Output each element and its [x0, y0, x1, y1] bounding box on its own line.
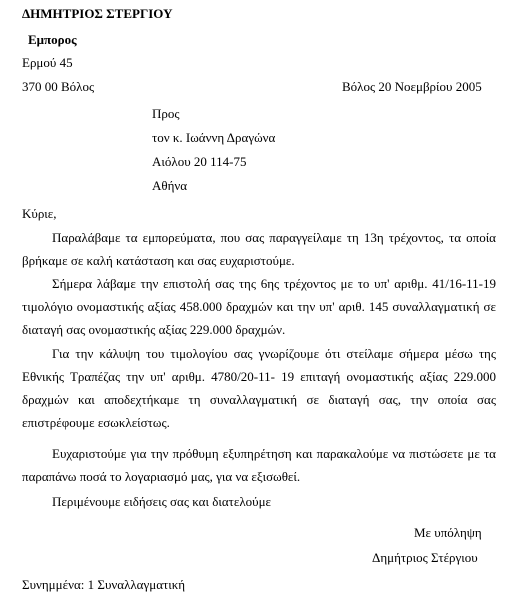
paragraph-2 — [22, 272, 496, 341]
paragraph-1 — [22, 226, 496, 272]
paragraph-1-text: Παραλάβαμε τα εμπορεύματα, που σας παραγγείλαμε τη 13η τρέχοντος, τα οποία βρήκαμε σε καλή κατάσταση και σας ευχαριστούμε. — [22, 230, 496, 268]
recipient-name: τον κ. Ιωάννη Δραγώνα — [152, 130, 276, 145]
paragraph-5-text: Περιμένουμε ειδήσεις σας και διατελούμε — [52, 494, 271, 509]
recipient-city: Αθήνα — [152, 178, 188, 193]
paragraph-2-text: Σήμερα λάβαμε την επιστολή σας της 6ης τρέχοντος με το υπ' αριθμ. 41/16-11-19 τιμολόγιο ονομαστικής αξίας 458.000 δραχμών και την υπ' αριθ. 145 συναλλαγματική σε διαταγή σας ονομαστικής αξίας 229.000 δραχμών. — [22, 276, 496, 337]
sender-street: Ερμού 45 — [22, 55, 73, 70]
recipient-address: Αιόλου 20 114-75 — [152, 154, 247, 169]
paragraph-3 — [22, 342, 496, 434]
signature: Δημήτριος Στέργιου — [372, 550, 478, 565]
closing: Με υπόληψη — [414, 525, 482, 540]
attachments: Συνημμένα: 1 Συναλλαγματική — [22, 577, 186, 592]
paragraph-4-text: Ευχαριστούμε για την πρόθυμη εξυπηρέτηση και παρακαλούμε να πιστώσετε με τα παραπάνω ποσά το λογαριασμό μας, για να εξισωθεί. — [22, 446, 496, 484]
sender-name: ΔΗΜΗΤΡΙΟΣ ΣΤΕΡΓΙΟΥ — [22, 6, 173, 21]
salutation: Κύριε, — [22, 206, 57, 221]
letter-date: Βόλος 20 Νοεμβρίου 2005 — [342, 79, 482, 94]
paragraph-4 — [22, 442, 496, 488]
sender-occupation: Εμπορος — [28, 32, 77, 47]
paragraph-5 — [22, 490, 496, 513]
sender-city: 370 00 Βόλος — [22, 79, 95, 94]
recipient-to: Προς — [152, 106, 180, 121]
paragraph-3-text: Για την κάλυψη του τιμολογίου σας γνωρίζουμε ότι στείλαμε σήμερα μέσω της Εθνικής Τραπέζας την υπ' αριθμ. 4780/20-11- 19 επιταγή ονομαστικής αξίας 229.000 δραχμών και αποδεχτήκαμε τη συναλλαγματική σε διαταγή σας, την οποία σας επιστρέφουμε εσωκλείστως. — [22, 346, 496, 430]
